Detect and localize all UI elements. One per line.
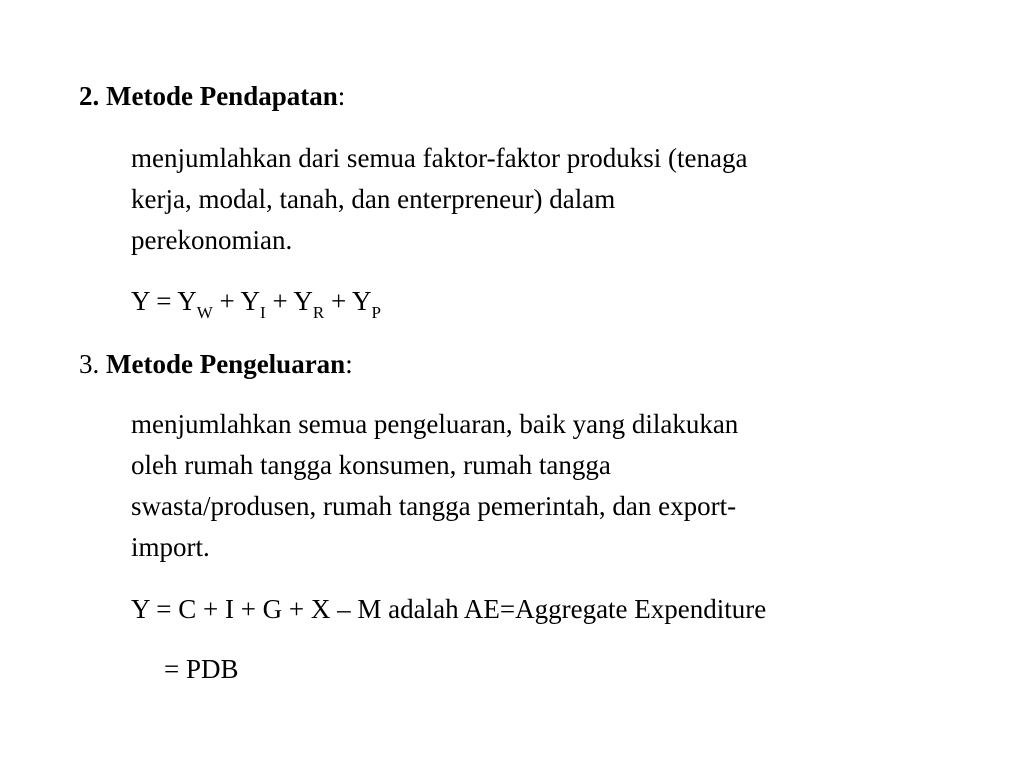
expenditure-formula-pdb: = PDB <box>164 654 239 684</box>
subscript-p: P <box>371 303 381 322</box>
section-2-colon: : <box>337 81 346 111</box>
section-2-description-line: kerja, modal, tanah, dan enterpreneur) dalam <box>131 184 616 214</box>
expenditure-formula: Y = C + I + G + X – M adalah AE=Aggregate Expenditure <box>131 594 767 624</box>
section-3-number: 3. <box>79 349 100 379</box>
section-2-title: Metode Pendapatan <box>106 81 338 111</box>
formula-plus: + Y <box>212 286 261 316</box>
subscript-i: I <box>260 303 266 322</box>
section-3-description-line: menjumlahkan semua pengeluaran, baik yang dilakukan <box>131 409 739 439</box>
section-3-description <box>131 404 951 568</box>
section-2-heading <box>79 76 345 117</box>
section-3-description-line: oleh rumah tangga konsumen, rumah tangga <box>131 450 611 480</box>
section-2-description-line: menjumlahkan dari semua faktor-faktor produksi (tenaga <box>131 143 748 173</box>
subscript-w: W <box>196 303 213 322</box>
section-2-description <box>131 138 951 261</box>
subscript-r: R <box>312 303 325 322</box>
formula-plus: + Y <box>324 286 372 316</box>
formula-lhs: Y = Y <box>131 286 197 316</box>
formula-plus: + Y <box>265 286 313 316</box>
section-3-description-line: swasta/produsen, rumah tangga pemerintah, dan export- <box>131 491 737 521</box>
section-2-description-line: perekonomian. <box>131 225 293 255</box>
section-3-title: Metode Pengeluaran <box>106 349 346 379</box>
section-2-number: 2. <box>79 81 100 111</box>
income-formula <box>131 281 381 322</box>
section-3-description-line: import. <box>131 532 210 562</box>
section-3-colon: : <box>345 349 353 379</box>
section-3-heading <box>79 344 353 385</box>
